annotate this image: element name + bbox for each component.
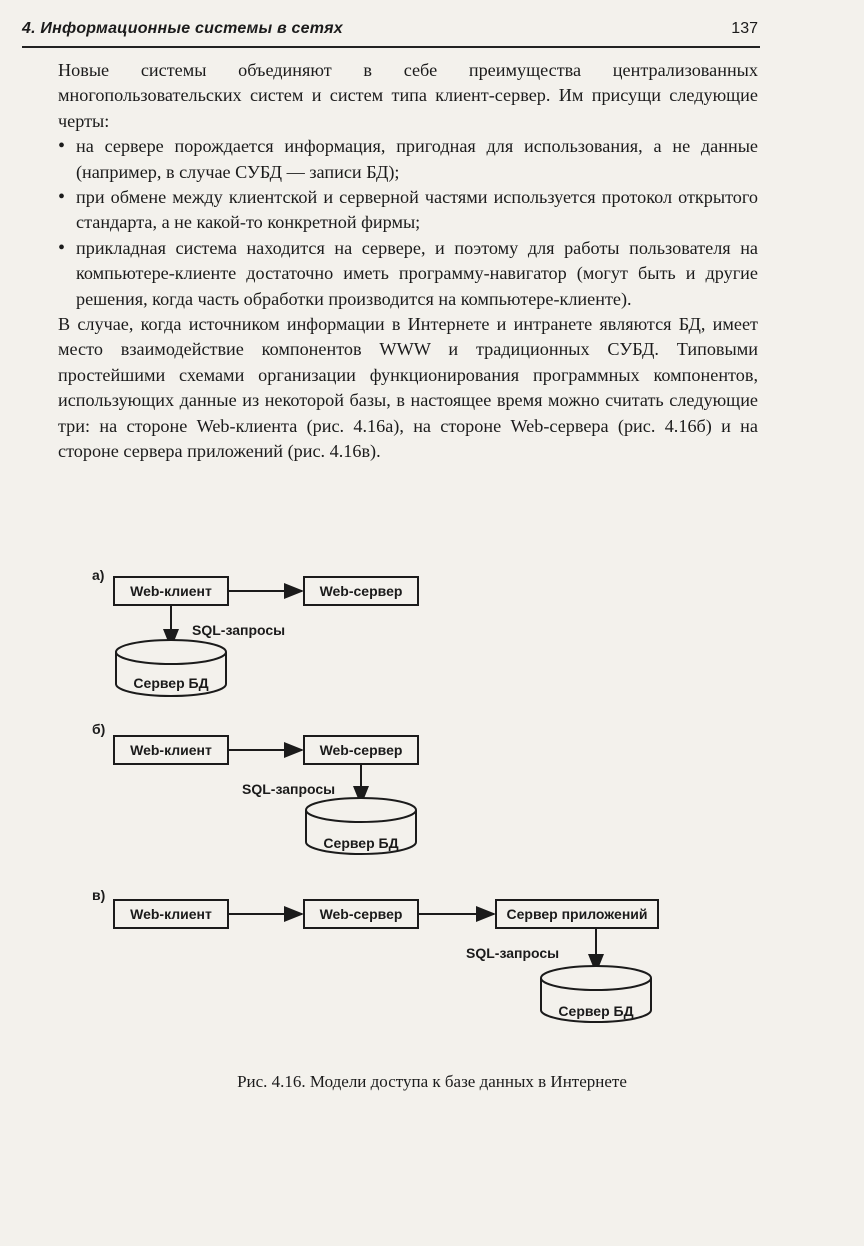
diagram-svg: [80, 560, 700, 1060]
feature-list: [58, 134, 758, 312]
page-number: 137: [731, 20, 758, 37]
sql-label-a: SQL-запросы: [192, 622, 286, 638]
web-server-label-c: Web-сервер: [319, 906, 403, 922]
sql-label-b: SQL-запросы: [242, 781, 336, 797]
web-server-label-a: Web-сервер: [319, 583, 403, 599]
list-item: • прикладная система находится на сервере, и поэтому для работы пользователя на компьютере-клиенте достаточно иметь программу-навигатор (могут быть и другие решения, когда часть обработки производится на компьютере-клиенте).: [58, 236, 758, 312]
list-item: • на сервере порождается информация, пригодная для использования, а не данные (например, в случае СУБД — записи БД);: [58, 134, 758, 185]
panel-label-a: а): [92, 567, 105, 583]
db-cylinder-top-b: [306, 798, 416, 822]
web-client-label-b: Web-клиент: [130, 742, 212, 758]
chapter-title: 4. Информационные системы в сетях: [22, 20, 343, 37]
paragraph-models: В случае, когда источником информации в Интернете и интранете являются БД, имеет место взаимодействие компонентов WWW и традиционных СУБД. Типовыми простейшими схемами организации функционирования программных компонентов, использующих данные из некоторой базы, в настоящее время можно считать следующие три: на стороне Web-клиента (рис. 4.16а), на стороне Web-сервера (рис. 4.16б) и на стороне сервера приложений (рис. 4.16в).: [58, 314, 758, 462]
body-text: [58, 58, 758, 465]
list-item: • при обмене между клиентской и серверной частями используется протокол открытого стандарта, а не какой-то конкретной фирмы;: [58, 185, 758, 236]
web-client-label-a: Web-клиент: [130, 583, 212, 599]
db-label-c: Сервер БД: [558, 1003, 634, 1019]
page-header: [22, 18, 760, 48]
web-client-label-c: Web-клиент: [130, 906, 212, 922]
db-label-a: Сервер БД: [133, 675, 209, 691]
figure-caption: Рис. 4.16. Модели доступа к базе данных в Интернете: [237, 1072, 627, 1091]
intro-paragraph: Новые системы объединяют в себе преимущества централизованных многопользовательских систем и систем типа клиент-сервер. Им присущи следующие черты:: [58, 60, 758, 131]
db-label-b: Сервер БД: [323, 835, 399, 851]
db-cylinder-top-a: [116, 640, 226, 664]
db-cylinder-top-c: [541, 966, 651, 990]
sql-label-c: SQL-запросы: [466, 945, 560, 961]
app-server-label-c: Сервер приложений: [506, 906, 648, 922]
web-server-label-b: Web-сервер: [319, 742, 403, 758]
figure-db-access-models: [80, 560, 700, 1060]
panel-label-b: б): [92, 721, 106, 737]
panel-label-c: в): [92, 887, 106, 903]
